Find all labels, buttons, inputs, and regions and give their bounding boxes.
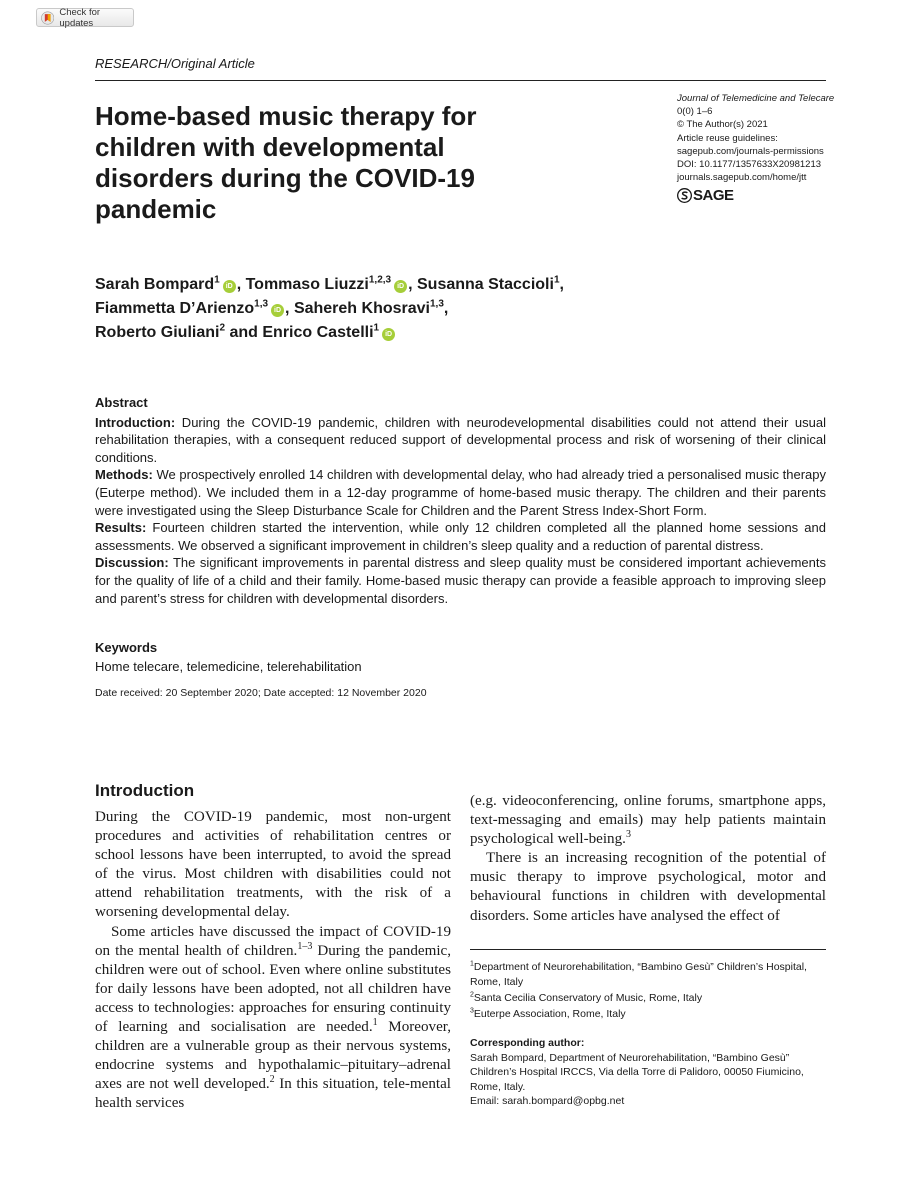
affiliations [470,960,830,1023]
author-name: Susanna Staccioli [417,276,554,293]
header-rule [95,80,826,81]
abstract-discussion-text: The significant improvements in parental distress and sleep quality must be considered important achievements for the quality of life of a child and their family. Home-based music therapy can provide a feasible approach to improving sleep and parent’s stress for children with developmental disorders. [95,555,826,606]
author-name: Fiammetta D’Arienzo [95,300,255,317]
author-list: Sarah Bompard$^1$iD , Tommaso Liuzzi$^{1,2,3}$iD , Susanna Staccioli$^1$, Fiammetta D’Arienzo$^{1,3}$iD , Sahereh Khosravi$^{1,3}$, Roberto Giuliani$^2$ and Enrico Castelli$^1$iD [95,274,564,341]
sage-logo-icon [677,188,692,203]
body-text: (e.g. videoconferencing, online forums, smartphone apps, text-messaging and emails) may help patients maintain psychological well-being. [470,793,826,848]
check-for-updates-badge[interactable] [36,8,134,27]
keywords [95,639,826,675]
permissions-link[interactable]: sagepub.com/journals-permissions [677,145,824,157]
corresponding-text: Sarah Bompard, Department of Neurorehabilitation, “Bambino Gesù” Children’s Hospital IRCCS, Via della Torre di Palidoro, 00050 Fiumicino, Rome, Italy. [470,1051,804,1093]
copyright: © The Author(s) 2021 [677,119,768,131]
author-name: Sarah Bompard [95,276,215,293]
publisher-logo [677,188,857,203]
reuse-guidelines: Article reuse guidelines: [677,132,778,144]
body-text: In this situation, tele-mental health services [95,1076,451,1112]
body-text: Moreover, children are a vulnerable group as their nervous systems, endocrine systems and hypothalamic–pituitary–adrenal axes are not well developed. [95,1019,451,1093]
abstract-methods-text: We prospectively enrolled 14 children with developmental delay, who had already tried a personalised music therapy (Euterpe method). We included them in a 12-day programme of home-based music therapy. The children and their parents were investigated using the Sleep Disturbance Scale for Children and the Parent Stress Index-Short Form. [95,467,826,518]
author-name: Enrico Castelli [262,324,374,341]
orcid-icon[interactable]: iD [382,328,395,341]
check-updates-icon [41,11,54,25]
abstract-results-text: Fourteen children started the intervention, while only 12 children completed all the planned home sessions and assessments. We observed a significant improvement in children’s sleep quality and a reduction of parental distress. [95,520,826,553]
body-column-left [95,808,451,1114]
affiliation-item [470,991,830,1006]
section-label: RESEARCH/Original Article [95,56,255,71]
introduction-heading: Introduction [95,781,195,800]
author-affiliation: 1 [214,274,220,286]
abstract-methods-label: Methods: [95,467,153,483]
author-conjunction: and [229,324,258,341]
abstract-intro-label: Introduction: [95,414,176,430]
keywords-heading: Keywords [95,640,158,655]
author-affiliation: 1,3 [254,298,269,310]
abstract-methods [95,466,826,519]
corresponding-author [470,1036,830,1109]
journal-issue: 0(0) 1–6 [677,106,713,118]
author-affiliation: 1 [373,322,380,334]
citation-ref[interactable]: 3 [625,829,631,841]
author-affiliation: 2 [219,322,226,334]
author-name: Sahereh Khosravi [293,300,430,317]
keywords-text: Home telecare, telemedicine, telerehabilitation [95,659,362,674]
abstract-introduction [95,414,826,467]
body-text: During the pandemic, children were out of school. Even where online substitutes for daily lessons have been adopted, not all children have access to technologies: approaches for ensuring continuity of learning and socialisation are needed. [95,942,451,1036]
affiliation-number: 3 [470,1007,474,1015]
author-name: Roberto Giuliani [95,324,220,341]
affiliation-text: Department of Neurorehabilitation, “Bambino Gesù” Children’s Hospital, Rome, Italy [470,961,807,988]
orcid-icon[interactable]: iD [223,280,236,293]
affiliation-item [470,960,830,990]
journal-name: Journal of Telemedicine and Telecare [677,93,835,104]
citation-ref[interactable]: 1–3 [297,940,313,952]
body-text: Some articles have discussed the impact of COVID-19 on the mental health of children. [95,923,451,959]
orcid-icon[interactable]: iD [394,280,407,293]
abstract-heading: Abstract [95,395,148,410]
body-paragraph [95,923,451,1114]
affiliation-number: 2 [470,991,474,999]
abstract-results-label: Results: [95,520,147,536]
abstract-intro-text: During the COVID-19 pandemic, children with neurodevelopmental disabilities could not attend their usual rehabilitation therapies, with a consequent reduced support of developmental process and risk of worsening of their clinical conditions. [95,414,826,465]
body-paragraph: There is an increasing recognition of the potential of music therapy to improve psychological, motor and behavioural functions in children with developmental disorders. Some articles have analysed the effect of [470,850,826,924]
author-affiliation: 1,2,3 [368,274,392,286]
affiliation-text: Euterpe Association, Rome, Italy [473,1008,626,1020]
corresponding-email[interactable]: Email: sarah.bompard@opbg.net [470,1095,625,1108]
abstract-results [95,519,826,554]
citation-ref[interactable]: 2 [269,1074,275,1086]
citation-ref[interactable]: 1 [372,1017,378,1028]
doi[interactable]: DOI: 10.1177/1357633X20981213 [677,159,822,171]
author-affiliation: 1,3 [430,298,444,310]
footnote-rule [470,949,826,950]
publisher-name: SAGE [693,187,734,205]
article-title: Home-based music therapy for children with developmental disorders during the COVID-19 pandemic [95,101,477,224]
corresponding-label: Corresponding author: [470,1037,585,1049]
author-name: Tommaso Liuzzi [245,276,369,293]
article-dates: Date received: 20 September 2020; Date accepted: 12 November 2020 [95,687,427,699]
orcid-icon[interactable]: iD [271,304,284,317]
author-affiliation: 1 [553,274,560,286]
body-paragraph: During the COVID-19 pandemic, most non-urgent procedures and activities of rehabilitation centres or school lessons have been interrupted, to avoid the spread of the virus. Most children with disabilities could not attend rehabilitation treatments, with the risk of a worsening developmental delay. [95,809,451,921]
affiliation-item [470,1007,830,1022]
journal-info [677,92,857,203]
check-updates-label: Check for updates [59,6,101,29]
journal-home-link[interactable]: journals.sagepub.com/home/jtt [677,172,807,184]
body-column-right [470,792,826,926]
abstract-discussion [95,554,826,607]
affiliation-text: Santa Cecilia Conservatory of Music, Rome, Italy [473,992,703,1004]
body-paragraph [470,792,826,849]
abstract [95,394,826,607]
affiliation-number: 1 [470,960,474,968]
abstract-discussion-label: Discussion: [95,555,169,571]
